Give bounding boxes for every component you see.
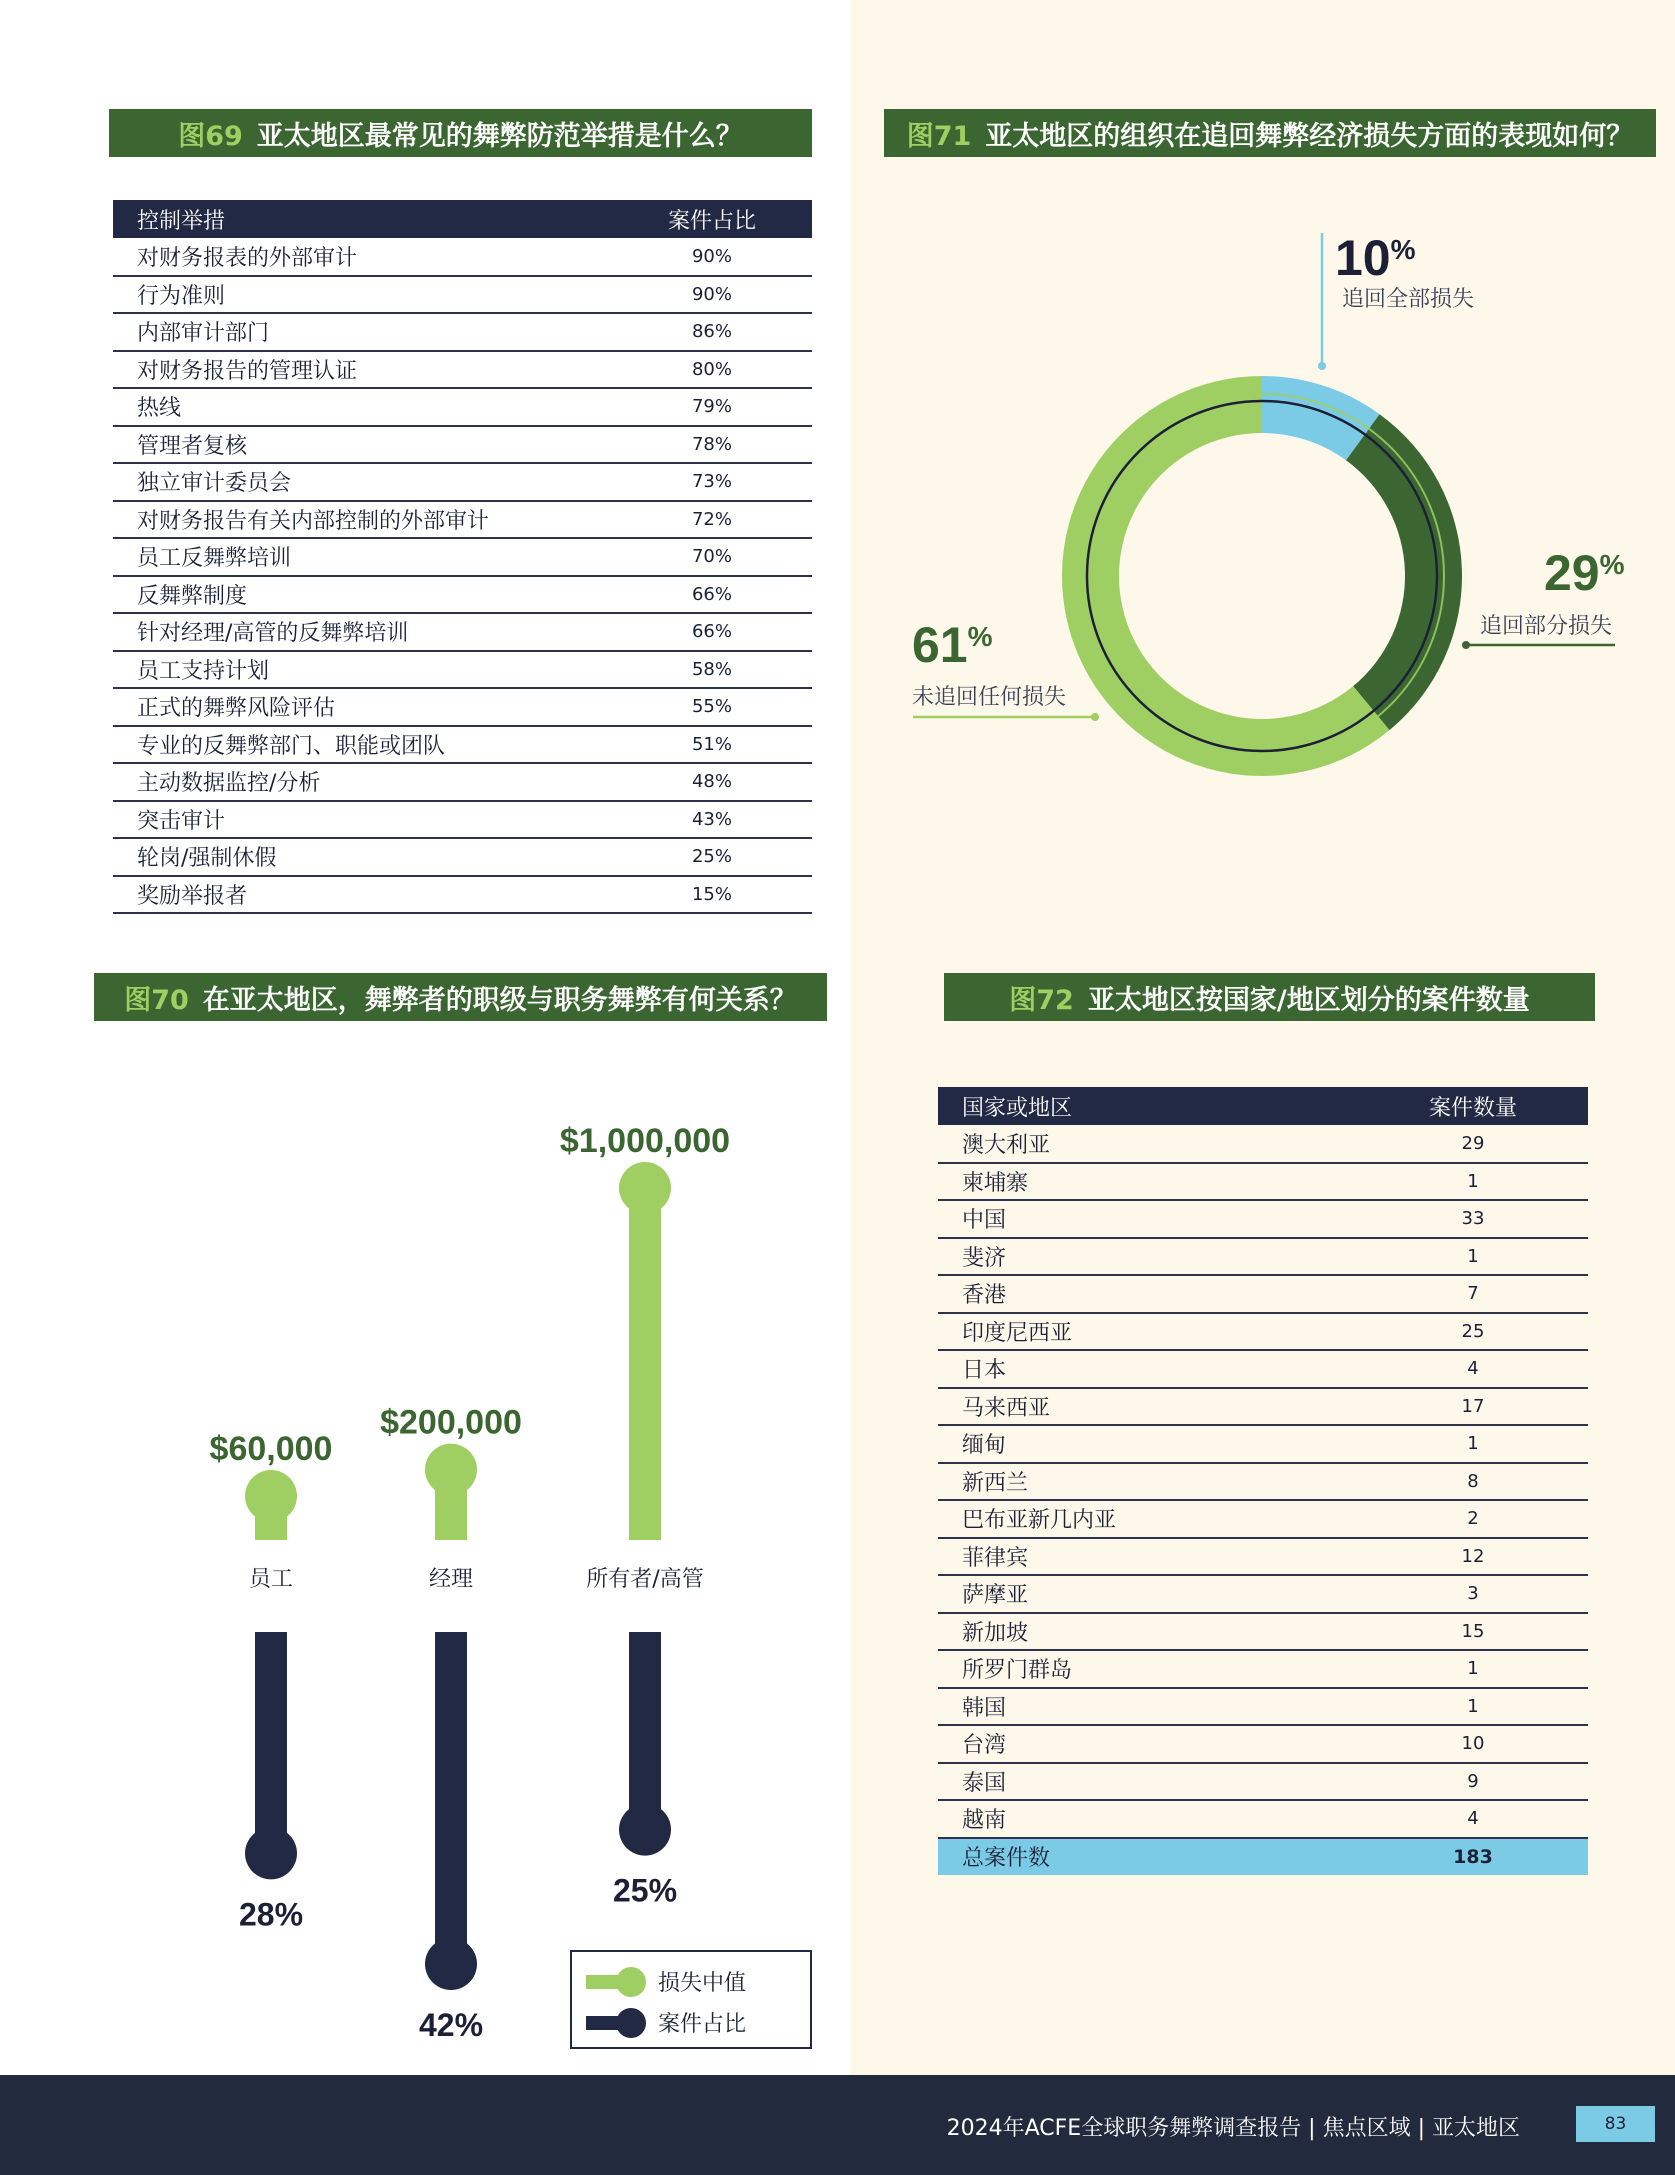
row-label: 正式的舞弊风险评估: [113, 688, 612, 726]
row-value: 4: [1358, 1800, 1588, 1838]
table-row: [113, 726, 812, 764]
row-label: 所罗门群岛: [938, 1650, 1358, 1688]
fig71-number: 图71: [906, 120, 972, 152]
table-row: [113, 388, 812, 426]
loss-bar: [629, 1188, 661, 1540]
fig70-lollipop-chart: [94, 1040, 824, 2080]
row-value: 66%: [612, 613, 812, 651]
total-label: 总案件数: [938, 1838, 1358, 1876]
row-value: 29: [1358, 1125, 1588, 1163]
row-value: 25: [1358, 1313, 1588, 1351]
table-row: [113, 838, 812, 876]
row-label: 缅甸: [938, 1425, 1358, 1463]
row-value: 4: [1358, 1350, 1588, 1388]
row-label: 越南: [938, 1800, 1358, 1838]
table-row: [938, 1125, 1588, 1163]
row-value: 15%: [612, 876, 812, 914]
row-label: 柬埔寨: [938, 1163, 1358, 1201]
pct-unit-none: %: [967, 621, 993, 652]
legend-swatch-loss: [586, 1967, 646, 1997]
table-row: [113, 688, 812, 726]
legend-item-loss: [586, 1966, 746, 1997]
table-row: [113, 538, 812, 576]
legend-swatch-share: [586, 2008, 646, 2038]
row-label: 泰国: [938, 1763, 1358, 1801]
row-label: 香港: [938, 1275, 1358, 1313]
row-label: 突击审计: [113, 801, 612, 839]
share-value-label: 28%: [238, 1896, 304, 1933]
row-value: 1: [1358, 1425, 1588, 1463]
legend-label-loss: 损失中值: [658, 1971, 747, 1996]
table-row: [938, 1313, 1588, 1351]
table-row: [938, 1538, 1588, 1576]
table-row: [113, 501, 812, 539]
table-row: [938, 1650, 1588, 1688]
table-row: [938, 1200, 1588, 1238]
pct-label-none: [912, 617, 993, 673]
fig70-legend: [570, 1950, 812, 2049]
table-row: [938, 1575, 1588, 1613]
row-label: 行为准则: [113, 276, 612, 314]
table-row: [938, 1350, 1588, 1388]
row-value: 43%: [612, 801, 812, 839]
fig69-table: [113, 200, 812, 914]
loss-value-label: $1,000,000: [559, 1122, 731, 1160]
row-value: 15: [1358, 1613, 1588, 1651]
pct-value-none: 61: [912, 617, 968, 673]
row-label: 日本: [938, 1350, 1358, 1388]
row-value: 80%: [612, 351, 812, 389]
fig70-header: [94, 973, 827, 1021]
callout-dot-none: [1091, 713, 1099, 721]
fig69-number: 图69: [178, 120, 243, 152]
table-row: [113, 651, 812, 689]
category-label-partial: 追回部分损失: [1480, 614, 1613, 639]
table-row: [938, 1275, 1588, 1313]
fig69-col-share: 案件占比: [612, 200, 812, 238]
loss-value-label: $60,000: [209, 1430, 333, 1468]
row-label: 热线: [113, 388, 612, 426]
row-label: 中国: [938, 1200, 1358, 1238]
share-dot: [245, 1827, 297, 1879]
row-label: 对财务报表的外部审计: [113, 238, 612, 276]
row-label: 新西兰: [938, 1463, 1358, 1501]
table-row: [938, 1500, 1588, 1538]
table-row: [113, 238, 812, 276]
row-value: 78%: [612, 426, 812, 464]
row-label: 轮岗/强制休假: [113, 838, 612, 876]
callout-dot-partial: [1462, 641, 1470, 649]
table-row: [938, 1425, 1588, 1463]
table-row: [113, 313, 812, 351]
loss-dot: [619, 1162, 671, 1214]
row-label: 对财务报告的管理认证: [113, 351, 612, 389]
fig71-donut-chart: [880, 200, 1660, 800]
total-value: 183: [1358, 1838, 1588, 1876]
row-label: 员工反舞弊培训: [113, 538, 612, 576]
table-row: [113, 801, 812, 839]
fig71-header: [884, 109, 1656, 157]
loss-dot: [425, 1444, 477, 1496]
row-value: 3: [1358, 1575, 1588, 1613]
row-label: 新加坡: [938, 1613, 1358, 1651]
share-bar: [255, 1632, 287, 1853]
row-label: 内部审计部门: [113, 313, 612, 351]
page-number: 83: [1576, 2106, 1655, 2142]
table-row: [113, 763, 812, 801]
fig71-title: 亚太地区的组织在追回舞弊经济损失方面的表现如何？: [985, 120, 1634, 152]
table-row: [113, 351, 812, 389]
share-dot: [619, 1804, 671, 1856]
share-bar: [435, 1632, 467, 1964]
fig72-table: [938, 1087, 1588, 1875]
row-value: 48%: [612, 763, 812, 801]
loss-value-label: $200,000: [380, 1403, 522, 1442]
table-row: [938, 1388, 1588, 1426]
table-row: [113, 576, 812, 614]
fig69-header: [109, 109, 812, 157]
row-label: 奖励举报者: [113, 876, 612, 914]
table-row: [938, 1800, 1588, 1838]
fig69-title: 亚太地区最常见的舞弊防范举措是什么？: [256, 120, 743, 152]
row-value: 25%: [612, 838, 812, 876]
row-label: 反舞弊制度: [113, 576, 612, 614]
share-value-label: 25%: [612, 1872, 678, 1909]
row-value: 55%: [612, 688, 812, 726]
row-value: 90%: [612, 276, 812, 314]
row-label: 员工支持计划: [113, 651, 612, 689]
row-value: 79%: [612, 388, 812, 426]
table-row: [938, 1688, 1588, 1726]
fig70-number: 图70: [124, 984, 189, 1016]
row-value: 9: [1358, 1763, 1588, 1801]
fig72-col-country: 国家或地区: [938, 1087, 1358, 1125]
row-value: 7: [1358, 1275, 1588, 1313]
table-row: [113, 463, 812, 501]
row-value: 1: [1358, 1163, 1588, 1201]
category-label: 员工: [248, 1567, 294, 1592]
total-row: [938, 1838, 1588, 1876]
fig70-title: 在亚太地区，舞弊者的职级与职务舞弊有何关系？: [202, 984, 797, 1016]
row-value: 86%: [612, 313, 812, 351]
row-value: 1: [1358, 1688, 1588, 1726]
table-row: [113, 613, 812, 651]
pct-unit-all: %: [1390, 234, 1416, 265]
row-value: 2: [1358, 1500, 1588, 1538]
row-label: 巴布亚新几内亚: [938, 1500, 1358, 1538]
row-label: 管理者复核: [113, 426, 612, 464]
row-label: 菲律宾: [938, 1538, 1358, 1576]
footer-text: 2024年ACFE全球职务舞弊调查报告 | 焦点区域 | 亚太地区: [946, 2116, 1520, 2141]
row-label: 澳大利亚: [938, 1125, 1358, 1163]
category-label-none: 未追回任何损失: [912, 685, 1067, 710]
callout-dot-all: [1318, 362, 1326, 370]
share-value-label: 42%: [418, 2007, 484, 2043]
category-label: 经理: [428, 1567, 474, 1592]
row-value: 1: [1358, 1650, 1588, 1688]
table-row: [938, 1463, 1588, 1501]
row-value: 1: [1358, 1238, 1588, 1276]
share-dot: [425, 1938, 477, 1990]
row-value: 10: [1358, 1725, 1588, 1763]
row-value: 51%: [612, 726, 812, 764]
pct-unit-partial: %: [1599, 549, 1625, 580]
table-row: [938, 1725, 1588, 1763]
pct-label-partial: [1544, 545, 1625, 601]
row-value: 17: [1358, 1388, 1588, 1426]
row-value: 33: [1358, 1200, 1588, 1238]
row-label: 专业的反舞弊部门、职能或团队: [113, 726, 612, 764]
pct-value-all: 10: [1335, 230, 1391, 286]
page-footer: [0, 2075, 1675, 2175]
table-row: [938, 1238, 1588, 1276]
fig72-title: 亚太地区按国家/地区划分的案件数量: [1087, 984, 1530, 1016]
legend-label-share: 案件占比: [658, 2012, 747, 2037]
pct-label-all: [1335, 230, 1416, 286]
share-bar: [629, 1632, 661, 1830]
loss-dot: [245, 1470, 297, 1522]
table-row: [113, 876, 812, 914]
row-value: 12: [1358, 1538, 1588, 1576]
row-value: 72%: [612, 501, 812, 539]
category-label: 所有者/高管: [586, 1567, 704, 1592]
row-label: 独立审计委员会: [113, 463, 612, 501]
row-value: 66%: [612, 576, 812, 614]
row-value: 70%: [612, 538, 812, 576]
table-row: [938, 1763, 1588, 1801]
fig72-col-cases: 案件数量: [1358, 1087, 1588, 1125]
legend-item-share: [586, 2007, 746, 2038]
table-row: [938, 1163, 1588, 1201]
row-label: 主动数据监控/分析: [113, 763, 612, 801]
table-row: [113, 276, 812, 314]
row-label: 韩国: [938, 1688, 1358, 1726]
row-label: 萨摩亚: [938, 1575, 1358, 1613]
category-label-all: 追回全部损失: [1342, 287, 1475, 312]
row-value: 58%: [612, 651, 812, 689]
row-value: 8: [1358, 1463, 1588, 1501]
fig72-number: 图72: [1009, 984, 1074, 1016]
row-value: 73%: [612, 463, 812, 501]
row-label: 印度尼西亚: [938, 1313, 1358, 1351]
fig72-header: [944, 973, 1595, 1021]
table-row: [113, 426, 812, 464]
row-label: 斐济: [938, 1238, 1358, 1276]
table-row: [938, 1613, 1588, 1651]
row-value: 90%: [612, 238, 812, 276]
row-label: 马来西亚: [938, 1388, 1358, 1426]
row-label: 针对经理/高管的反舞弊培训: [113, 613, 612, 651]
row-label: 对财务报告有关内部控制的外部审计: [113, 501, 612, 539]
fig69-col-control: 控制举措: [113, 200, 612, 238]
pct-value-partial: 29: [1544, 545, 1600, 601]
row-label: 台湾: [938, 1725, 1358, 1763]
